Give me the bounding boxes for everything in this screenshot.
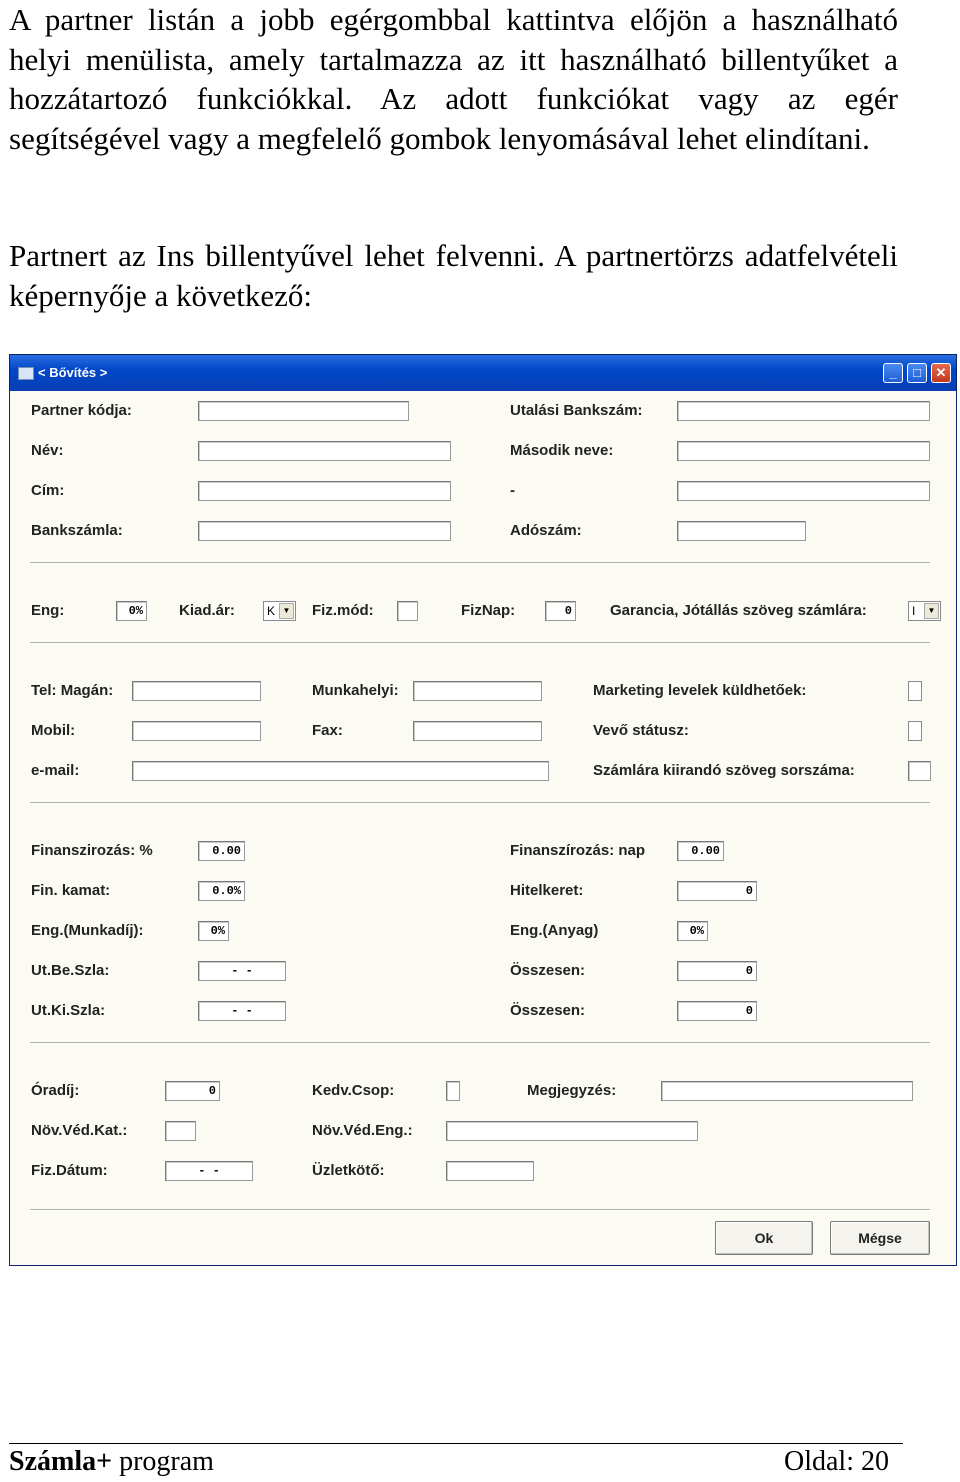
plant-protection-permit-label: Növ.Véd.Eng.: [312, 1122, 413, 1139]
partner-code-input[interactable] [198, 401, 409, 421]
title-bar[interactable] [10, 355, 956, 391]
bank-account-label: Bankszámla: [31, 522, 123, 539]
intro-paragraph: A partner listán a jobb egérgombbal kattintva előjön a használható helyi menülista, amely tartalmazza az itt használható billentyűket a hozzátartozó funkciókkal. Az adott funkciókat vagy az egér segítségével vagy a megfelelő gombok lenyomásával lehet elindítani. [9, 2, 898, 156]
dropdown-arrow-icon[interactable]: ▼ [924, 603, 939, 619]
window-title: < Bővítés > [38, 365, 108, 380]
work-phone-input[interactable] [413, 681, 542, 701]
payment-date-label: Fiz.Dátum: [31, 1162, 108, 1179]
credit-limit-input[interactable]: 0 [677, 881, 757, 901]
warranty-text-select[interactable] [908, 601, 941, 621]
address-input[interactable] [198, 481, 451, 501]
email-label: e-mail: [31, 762, 80, 779]
window-icon [18, 367, 34, 380]
cancel-button[interactable]: Mégse [830, 1221, 930, 1255]
partner-form-window [9, 354, 957, 1266]
address-label: Cím: [31, 482, 65, 499]
transfer-bank-account-input[interactable] [677, 401, 930, 421]
labor-discount-label: Eng.(Munkadíj): [31, 922, 144, 939]
email-input[interactable] [132, 761, 549, 781]
issue-price-select[interactable] [263, 601, 296, 621]
name-input[interactable] [198, 441, 451, 461]
dropdown-arrow-icon[interactable]: ▼ [279, 603, 294, 619]
hourly-rate-label: Óradíj: [31, 1082, 80, 1099]
note-label: Megjegyzés: [527, 1082, 617, 1099]
address-dash-label: - [510, 482, 515, 499]
tax-number-label: Adószám: [510, 522, 582, 539]
financing-percent-input[interactable]: 0.00 [198, 841, 245, 861]
separator [30, 802, 930, 804]
footer-divider [9, 1443, 903, 1444]
financing-days-input[interactable]: 0.00 [677, 841, 724, 861]
close-button[interactable]: ✕ [931, 363, 951, 383]
customer-status-checkbox[interactable] [908, 721, 922, 741]
bank-account-input[interactable] [198, 521, 451, 541]
sales-agent-label: Üzletkötő: [312, 1162, 385, 1179]
issue-price-label: Kiad.ár: [179, 602, 235, 619]
payment-method-input[interactable] [397, 601, 418, 621]
maximize-button[interactable]: □ [907, 363, 927, 383]
payment-method-label: Fiz.mód: [312, 602, 374, 619]
customer-status-label: Vevő státusz: [593, 722, 689, 739]
payment-days-label: FizNap: [461, 602, 516, 619]
fax-label: Fax: [312, 722, 343, 739]
mobile-label: Mobil: [31, 722, 76, 739]
discount-group-label: Kedv.Csop: [312, 1082, 395, 1099]
note-input[interactable] [661, 1081, 913, 1101]
instruction-paragraph: Partnert az Ins billentyűvel lehet felvenni. A partnertörzs adatfelvételi képernyője a következő: [9, 238, 898, 313]
warranty-text-label: Garancia, Jótállás szöveg számlára: [610, 602, 867, 619]
hourly-rate-input[interactable]: 0 [165, 1081, 220, 1101]
payment-days-input[interactable]: 0 [545, 601, 576, 621]
separator [30, 1042, 930, 1044]
second-name-label: Második neve: [510, 442, 614, 459]
address2-input[interactable] [677, 481, 930, 501]
sales-agent-input[interactable] [446, 1161, 534, 1181]
last-outgoing-invoice-input[interactable]: - - [198, 1001, 286, 1021]
footer-page-number: Oldal: 20 [784, 1446, 889, 1477]
plant-protection-category-input[interactable] [165, 1121, 196, 1141]
work-phone-label: Munkahelyi: [312, 682, 399, 699]
financing-interest-input[interactable]: 0.0% [198, 881, 245, 901]
last-incoming-invoice-input[interactable]: - - [198, 961, 286, 981]
minimize-button[interactable]: _ [883, 363, 903, 383]
marketing-consent-checkbox[interactable] [908, 681, 922, 701]
home-phone-label: Tel: Magán: [31, 682, 114, 699]
ok-button[interactable]: Ok [715, 1221, 813, 1255]
marketing-consent-label: Marketing levelek küldhetőek: [593, 682, 807, 699]
payment-date-input[interactable]: - - [165, 1161, 253, 1181]
material-discount-label: Eng.(Anyag) [510, 922, 599, 939]
discount-label: Eng: [31, 602, 65, 619]
second-name-input[interactable] [677, 441, 930, 461]
separator [30, 642, 930, 644]
footer-program-name [9, 1446, 214, 1478]
plant-protection-permit-input[interactable] [446, 1121, 698, 1141]
discount-input[interactable]: 0% [116, 601, 147, 621]
total-label: Összesen: [510, 962, 586, 979]
financing-days-label: Finanszírozás: nap [510, 842, 646, 859]
separator [30, 562, 930, 564]
footer-program-rest: program [112, 1446, 214, 1477]
home-phone-input[interactable] [132, 681, 261, 701]
credit-limit-label: Hitelkeret: [510, 882, 584, 899]
labor-discount-input[interactable]: 0% [198, 921, 229, 941]
plant-protection-category-label: Növ.Véd.Kat.: [31, 1122, 128, 1139]
footer-program-bold: Számla+ [9, 1446, 113, 1477]
material-discount-input[interactable]: 0% [677, 921, 708, 941]
total-input[interactable]: 0 [677, 1001, 757, 1021]
invoice-text-number-label: Számlára kiirandó szöveg sorszáma: [593, 762, 855, 779]
last-incoming-invoice-label: Ut.Be.Szla: [31, 962, 110, 979]
tax-number-input[interactable] [677, 521, 806, 541]
partner-code-label: Partner kódja: [31, 402, 132, 419]
name-label: Név: [31, 442, 64, 459]
form-panel [10, 391, 956, 1265]
last-outgoing-invoice-label: Ut.Ki.Szla: [31, 1002, 106, 1019]
total-label: Összesen: [510, 1002, 586, 1019]
total-input[interactable]: 0 [677, 961, 757, 981]
invoice-text-number-input[interactable] [908, 761, 931, 781]
transfer-bank-account-label: Utalási Bankszám: [510, 402, 643, 419]
issue-price-value: K [267, 604, 276, 618]
discount-group-input[interactable] [446, 1081, 460, 1101]
fax-input[interactable] [413, 721, 542, 741]
financing-percent-label: Finanszirozás: % [31, 842, 153, 859]
separator [30, 1209, 930, 1211]
mobile-input[interactable] [132, 721, 261, 741]
warranty-text-value: I [912, 604, 916, 618]
financing-interest-label: Fin. kamat: [31, 882, 111, 899]
